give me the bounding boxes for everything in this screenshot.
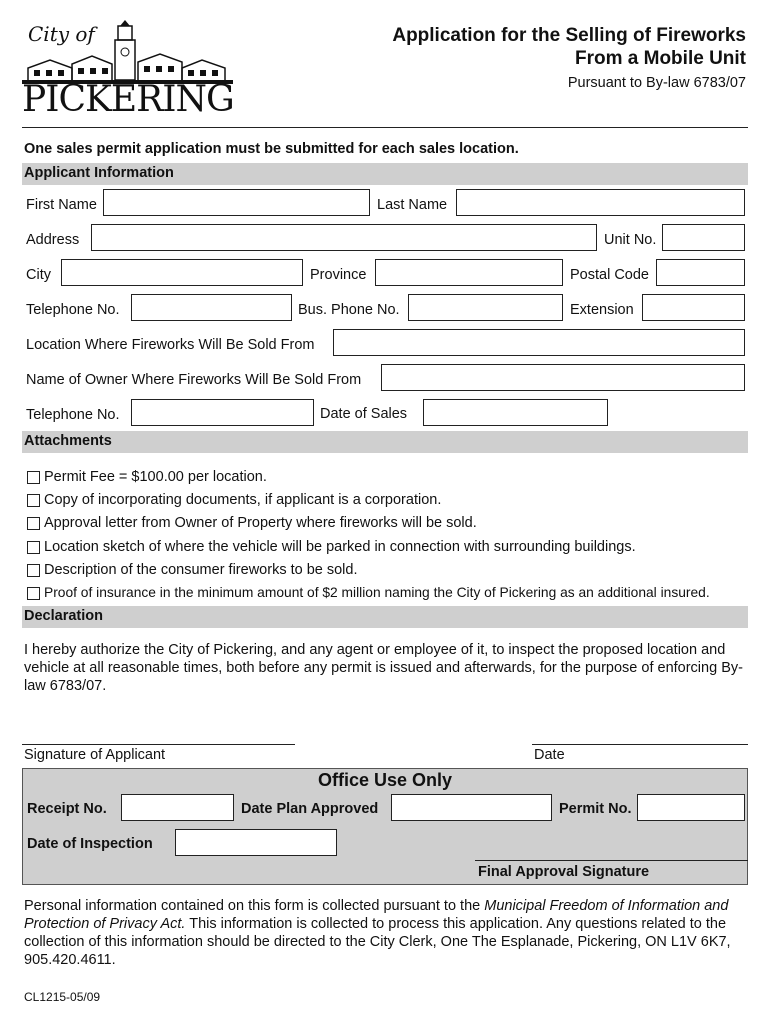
bus-phone-label: Bus. Phone No. [298,302,400,318]
skyline-icon [20,20,235,88]
first-name-field[interactable] [103,189,370,216]
city-logo [20,18,235,122]
checkbox-icon[interactable] [27,541,40,554]
owner-telephone-label: Telephone No. [26,407,120,423]
declaration-section-header: Declaration [22,606,748,628]
address-label: Address [26,232,80,248]
last-name-field[interactable] [456,189,745,216]
permit-no-field[interactable] [637,794,745,821]
attachment-label: Copy of incorporating documents, if applicant is a corporation. [44,492,442,508]
logo-city-of-text: City of [28,22,95,46]
receipt-no-label: Receipt No. [27,801,107,817]
signature-line[interactable] [22,744,295,745]
form-subtitle: Pursuant to By-law 6783/07 [567,75,746,91]
extension-field[interactable] [642,294,745,321]
owner-name-field[interactable] [381,364,745,391]
permit-no-label: Permit No. [559,801,632,817]
extension-label: Extension [570,302,634,318]
postal-code-field[interactable] [656,259,745,286]
attachment-label: Approval letter from Owner of Property where fireworks will be sold. [44,515,477,531]
form-code: CL1215-05/09 [24,990,101,1004]
checkbox-icon[interactable] [27,471,40,484]
checkbox-icon[interactable] [27,494,40,507]
date-of-inspection-field[interactable] [175,829,337,856]
province-label: Province [310,267,367,283]
date-line[interactable] [532,744,748,745]
date-label: Date [534,747,565,763]
final-approval-signature-line[interactable] [475,860,748,861]
owner-name-label: Name of Owner Where Fireworks Will Be Sold From [26,372,362,388]
owner-telephone-field[interactable] [131,399,314,426]
unit-no-field[interactable] [662,224,745,251]
telephone-field[interactable] [131,294,292,321]
city-field[interactable] [61,259,303,286]
bus-phone-field[interactable] [408,294,563,321]
attachment-label: Proof of insurance in the minimum amount of $2 million naming the City of Pickering as an additional insured. [44,585,710,600]
attachment-label: Permit Fee = $100.00 per location. [44,469,267,485]
form-title-line-2: From a Mobile Unit [575,48,746,69]
attachment-label: Description of the consumer fireworks to be sold. [44,562,358,578]
telephone-label: Telephone No. [26,302,120,318]
privacy-act-name: Municipal Freedom of Information and Protection of Privacy Act. [24,898,729,932]
form-title-line-1: Application for the Selling of Fireworks [392,25,746,46]
intro-text: One sales permit application must be submitted for each sales location. [24,141,519,157]
checkbox-icon[interactable] [27,564,40,577]
checkbox-icon[interactable] [27,587,40,600]
privacy-notice [24,897,746,969]
privacy-text-part-2: This information is collected to process this application. Any questions related to the collection of this information should be directed to the City Clerk, One The Esplanade, Pickering, ON L1V 6K7, 905.420.4611. [24,916,731,968]
date-of-inspection-label: Date of Inspection [27,836,153,852]
attachments-section-header: Attachments [22,431,748,453]
unit-no-label: Unit No. [604,232,657,248]
first-name-label: First Name [26,197,97,213]
applicant-section-header: Applicant Information [22,163,748,185]
date-of-sales-label: Date of Sales [320,406,408,422]
date-of-sales-field[interactable] [423,399,608,426]
date-plan-approved-label: Date Plan Approved [241,801,379,817]
declaration-text: I hereby authorize the City of Pickering, and any agent or employee of it, to inspect the proposed location and vehicle at all reasonable times, both before any permit is issued and afterwards, for the purpose of enforcing By-law 6783/07. [24,642,743,694]
last-name-label: Last Name [377,197,448,213]
office-use-title: Office Use Only [317,770,453,790]
province-field[interactable] [375,259,563,286]
checkbox-icon[interactable] [27,517,40,530]
receipt-no-field[interactable] [121,794,234,821]
date-plan-approved-field[interactable] [391,794,552,821]
address-field[interactable] [91,224,597,251]
location-label: Location Where Fireworks Will Be Sold From [26,337,315,353]
signature-label: Signature of Applicant [24,747,166,763]
city-label: City [26,267,51,283]
final-approval-signature-label: Final Approval Signature [478,864,650,880]
location-field[interactable] [333,329,745,356]
header-divider [22,127,748,128]
postal-code-label: Postal Code [570,267,649,283]
attachment-label: Location sketch of where the vehicle will be parked in connection with surrounding buildings. [44,539,636,555]
privacy-text-part-1: Personal information contained on this form is collected pursuant to the [24,898,485,914]
logo-pickering-text: PICKERING [22,79,234,120]
